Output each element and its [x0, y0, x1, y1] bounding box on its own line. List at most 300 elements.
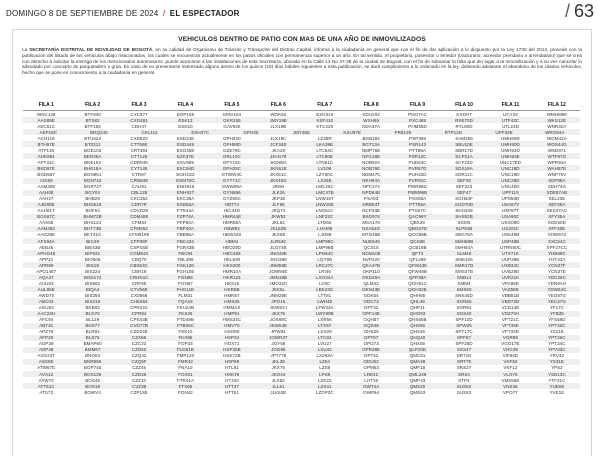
plate-cell: ODK54 [363, 292, 379, 298]
plate-cell: EXC94D [176, 165, 195, 171]
plate-cell: ENH919 [176, 184, 195, 190]
plate-cell: BTU522 [84, 135, 102, 141]
plate-cell: CTV56E [130, 286, 148, 292]
plate-cell: GYZ90C [222, 196, 241, 202]
plate-cell: KSF410 [316, 117, 334, 123]
plate-cell: FLM31 [178, 292, 193, 298]
plate-cell: ESV989 [177, 159, 194, 165]
plate-cell: LZOP3C [315, 389, 334, 395]
plate-cell: HTJ33 [225, 377, 239, 383]
plate-cell: BGB284 [362, 135, 380, 141]
plate-cell: LRI46 [318, 268, 331, 274]
plate-cell: QBG57D [408, 226, 427, 232]
plate-cell: YRV42 [549, 353, 565, 359]
plate-cell: SIO05 [457, 220, 471, 226]
plate-cell: JPT778 [270, 353, 287, 359]
plate-cell: GWW09A [221, 184, 243, 190]
plate-cell: USA90C [501, 214, 520, 220]
table-row [23, 377, 580, 383]
plate-cell: HKL930 [223, 256, 241, 262]
plate-cell: ATW87E [37, 365, 56, 371]
plate-cell: CZQ5F [131, 359, 147, 365]
plate-cell: SNB14 [456, 274, 472, 280]
page-number-value: 63 [573, 1, 594, 21]
table-row [23, 123, 580, 129]
plate-cell: QFW438 [408, 262, 427, 268]
plate-cell: AEC51C [37, 123, 56, 129]
plate-cell: JKK5L [271, 286, 286, 292]
notice-intro: La [22, 47, 28, 52]
notice-body: , en su calidad de Organismo de Tránsito y Transporte del Distrito Capital, informa a la ciudadanía en general que con el fin de dar aplicación a lo dispuesto por la Ley 1730 del 2014, procede con la publicación del listado de los vehículos abajo relacionados, los cuales se encuentran actualmente en los patios oficiales con permanencia superior a un año. En tal sentido, el propietario, poseedor o tenedor (tracturario, acreedor prendario o arrendatario) que se crea con derecho a solicitar la entrega de los mencionados automotores, puede acercarse a las instalaciones de esta Secretaría, ubicada en la Calle 13 No 37-35 de la ciudad de Bogotá, con el fin de subsanar la falta que dio lugar a la inmovilización y a su vez cancelar lo adeudado por concepto de parqueadero y grúa. En caso de no presentarse interesado alguno dentro de los quince (15) días hábiles siguientes a esta publicación, se dará cumplimiento a lo ordenado en la ley, debiendo adelantar el abandono de los citados vehículos, hecho que se pone en conocimiento a la ciudadanía en general. [22, 47, 582, 76]
plate-cell: LMP99C [315, 238, 334, 244]
plate-cell: XFF40E [548, 226, 566, 232]
plate-cell: VNS46 [503, 383, 518, 389]
table-row [23, 220, 580, 226]
plate-cell: JOY58 [271, 341, 286, 347]
plate-cell: LNF22C [316, 214, 334, 220]
plate-cell: SME426 [455, 256, 473, 262]
plate-cell: JOO96 [271, 347, 286, 353]
table-row [23, 111, 580, 117]
plate-cell: SEF30 [457, 178, 472, 184]
plate-cell: AAS88E [37, 117, 55, 123]
plate-cell: YDC26C [547, 274, 566, 280]
plate-cell: YFS58D [548, 317, 566, 323]
plate-cell: AQA37 [38, 274, 54, 280]
plate-cell: ESM70G [176, 178, 195, 184]
plate-cell: HMP91 [224, 311, 240, 317]
plate-cell: QHP11 [410, 305, 425, 311]
plate-cell: OQH57 [363, 317, 379, 323]
plate-cell: CHK654 [130, 298, 148, 304]
plate-cell: BHM72B [83, 214, 102, 220]
plate-cell: QMA48 [409, 359, 426, 365]
plate-cell: UNC19D [501, 171, 520, 177]
plate-cell: USA67V [501, 202, 520, 208]
plate-cell: HSP34 [224, 335, 240, 341]
plate-cell: VIF80D [502, 353, 519, 359]
plate-cell: YEC47G [547, 298, 566, 304]
plate-cell: WAH87E [547, 165, 567, 171]
plate-cell: OPT32 [363, 305, 379, 311]
plate-cell: SRT79 [456, 359, 472, 365]
plate-cell: BSG974 [362, 214, 380, 220]
plate-cell: BMAP60 [83, 341, 102, 347]
plate-cell: HSO80 [224, 329, 240, 335]
plate-cell: PWR88G [407, 184, 428, 190]
plate-cell: HBM4 [225, 238, 239, 244]
plate-cell: JLK53E [270, 389, 287, 395]
plate-cell: BHX77 [85, 323, 100, 329]
plate-cell: CZD62 [131, 347, 147, 353]
table-row [23, 268, 580, 274]
plate-cell: YSD13C [547, 371, 566, 377]
plate-cell: QHS66B [408, 317, 427, 323]
plate-cell: NFG18E [362, 153, 381, 159]
plate-cell: LPN94C [316, 250, 334, 256]
plate-cell: AFX94A [37, 238, 55, 244]
plate-cell: EZK37E [176, 153, 194, 159]
plate-cell: BGT13A [362, 141, 380, 147]
plate-cell: NRB64T [362, 202, 380, 208]
plate-cell: AUL95E [37, 286, 55, 292]
plate-cell: CVD77B [130, 323, 148, 329]
plate-cell: FGH10E [176, 268, 195, 274]
table-row [23, 262, 580, 268]
plate-cell: YPT34C [548, 341, 566, 347]
plate-cell: WOM42A [546, 135, 567, 141]
plate-cell: OPO73 [363, 341, 379, 347]
plate-cell: LZY50C [316, 171, 334, 177]
plate-cell: OPM53 [363, 365, 379, 371]
plate-cell: JKN51E [269, 165, 287, 171]
plate-cell: FBC94 [178, 250, 193, 256]
plate-cell: AFT31C [37, 159, 55, 165]
table-row [23, 171, 580, 177]
column-header: FILA 6 [270, 101, 286, 108]
plate-cell: BOS18 [85, 383, 101, 389]
plate-cell: SLP94B [455, 226, 473, 232]
plate-cell: SHS52B [455, 214, 473, 220]
plate-cell: SEF47 [457, 190, 472, 196]
table-row [23, 329, 580, 335]
plate-cell: SMR17D [454, 262, 474, 268]
plate-cell: HSK72B [223, 353, 241, 359]
plate-cell: JKL62 [271, 220, 285, 226]
plate-cell: BHD619 [83, 202, 102, 208]
plate-cell: CRN848 [130, 178, 148, 184]
plate-cell: QFP38A [408, 274, 427, 280]
plate-cell: PXC465 [409, 117, 427, 123]
plate-cell: USP48B [501, 238, 520, 244]
plate-cell: SBU10E [455, 141, 473, 147]
plate-cell: FKS26 [178, 311, 193, 317]
plate-cell: LWH45 [317, 298, 333, 304]
plate-cell: LNG51C [315, 208, 334, 214]
plate-cell: LXU42 [317, 347, 332, 353]
plate-cell: FNA10 [178, 365, 193, 371]
plate-cell: UTRN60C [499, 244, 521, 250]
plate-cell: GKR155 [223, 117, 241, 123]
plate-cell: CTT128 [130, 153, 148, 159]
table-row [23, 335, 580, 341]
plate-cell: YPS2 [550, 365, 563, 371]
plate-cell: NOM108 [362, 250, 381, 256]
plate-cell: HBO29D [222, 244, 242, 250]
notice-paragraph [22, 47, 582, 76]
plate-cell: SOS40 [456, 311, 472, 317]
plate-cell: UFP32E [495, 129, 513, 135]
plate-cell: HBW448 [222, 232, 242, 238]
plate-cell: BKT31C [83, 232, 102, 238]
plate-cell: AUU03 [38, 280, 54, 286]
table-header-row [23, 99, 580, 111]
plate-cell: FTB06C [176, 323, 194, 329]
plate-cell: OPT57 [363, 335, 379, 341]
plate-cell: FGN87 [178, 280, 193, 286]
plate-cell: NDM47C [361, 171, 381, 177]
plate-cell: CX0668 [130, 292, 148, 298]
plate-cell: JLO74B [270, 244, 287, 250]
plate-cell: CSP4SB [130, 244, 149, 250]
plate-cell: BGY04 [85, 190, 101, 196]
plate-cell: HMR10A [222, 268, 242, 274]
plate-cell: LMP98B [315, 244, 334, 250]
plate-cell: FQA18 [178, 298, 193, 304]
plate-cell: GMO194 [222, 111, 242, 117]
plate-cell: QCB18B [408, 244, 427, 250]
plate-cell: BHF54 [85, 208, 100, 214]
plate-cell: EXH310 [316, 111, 334, 117]
plate-cell: WSD871 [547, 147, 566, 153]
plate-cell: KSU97E [343, 129, 361, 135]
plate-cell: XGE50D [547, 220, 566, 226]
table-row [23, 153, 580, 159]
plate-cell: PSS66A [408, 196, 427, 202]
plate-cell: JKQ74 [271, 208, 286, 214]
page-number-slash: / [564, 1, 570, 21]
plate-cell: YUE65 [549, 383, 565, 389]
plate-cell: HTT47 [224, 383, 239, 389]
plate-cell: BNO63 [85, 353, 101, 359]
plate-cell: LV109 [318, 165, 332, 171]
notice-sheet [12, 29, 592, 456]
plate-cell: WNR32A [547, 123, 567, 129]
plate-cell: SGH54F [455, 196, 473, 202]
plate-cell: NSA54G [362, 226, 381, 232]
plate-cell: FMR42 [177, 359, 193, 365]
plate-cell: QHQ40 [409, 335, 426, 341]
plate-cell: BGS67C [37, 214, 56, 220]
plate-cell: NOB92A [362, 159, 381, 165]
plate-cell: FBB96A [176, 232, 194, 238]
plate-cell: SHH108 [455, 208, 473, 214]
plate-cell: FTD48B [176, 317, 194, 323]
plate-cell: OHS39 [363, 329, 379, 335]
plate-cell: BGN742 [83, 178, 102, 184]
table-row [23, 238, 580, 244]
column-header: FILA 12 [547, 101, 566, 108]
plate-cell: BOS139 [83, 371, 102, 377]
plate-cell: CDVD28 [130, 208, 149, 214]
plate-cell: XFY35A [548, 214, 566, 220]
plate-cell: BNR996 [83, 359, 102, 365]
plate-cell: LHAM6 [317, 226, 333, 232]
plate-cell: UKG09D [501, 220, 520, 226]
plate-cell: PVR91C [408, 178, 427, 184]
plate-cell: UMH90D [501, 141, 520, 147]
plate-cell: AGS23T [37, 353, 55, 359]
plate-cell: SPT17C [455, 329, 473, 335]
plate-cell: LNW16T [315, 196, 334, 202]
plate-cell: BIC49 [86, 238, 100, 244]
plate-cell: UCY22 [503, 111, 518, 117]
plate-cell: USJ03C [501, 226, 519, 232]
plate-cell: BIS19 [86, 262, 99, 268]
plate-cell: AAM483 [37, 226, 55, 232]
plate-cell: JKWSCI [269, 305, 287, 311]
plates-table [23, 99, 580, 395]
plate-cell: JMY19E [269, 117, 287, 123]
plate-cell: SMS50 [456, 286, 472, 292]
table-row [23, 208, 580, 214]
plate-cell: HBW84 [224, 226, 240, 232]
plate-cell: JMO32C [269, 280, 288, 286]
plate-cell: AAS55 [39, 220, 54, 226]
plate-cell: CRHN1C [129, 274, 149, 280]
plate-cell: VKF12 [503, 365, 518, 371]
plate-cell: XPF27CC [546, 244, 568, 250]
plate-cell: CVZ38 [131, 383, 147, 389]
plate-cell: VAZ56E [502, 286, 519, 292]
plate-cell: HSP35B [223, 347, 241, 353]
plate-cell: LX25E [317, 178, 332, 184]
plate-cell: OWT4A [363, 383, 380, 389]
plate-cell: CFM652 [130, 226, 148, 232]
plate-cell: CPR24C [130, 305, 149, 311]
plate-cell: RTL80D [455, 123, 473, 129]
plate-cell: UNC17ED [499, 159, 522, 165]
plate-cell: JKH178 [270, 153, 287, 159]
plate-cell: JKX51C [269, 171, 287, 177]
plate-cell: BIS218 [85, 298, 101, 304]
plate-cell: JKA28 [271, 147, 286, 153]
plate-cell: AAH08 [38, 190, 54, 196]
plate-cell: HXK79 [224, 371, 240, 377]
plate-cell: WTF87G [547, 153, 567, 159]
plate-cell: EOH41D [176, 171, 195, 177]
column-header: FILA 3 [131, 101, 147, 108]
plate-cell: LNW16E [315, 202, 334, 208]
plate-cell: BGN651 [83, 171, 102, 177]
plate-cell: KDU204 [362, 111, 380, 117]
plate-cell: LWY90B [315, 311, 334, 317]
plate-cell: JNO398 [269, 256, 287, 262]
plate-cell: WRO94A [545, 129, 565, 135]
plate-cell: LZK22 [317, 377, 332, 383]
plate-cell: BLS75 [85, 335, 100, 341]
masthead-separator: / [162, 9, 166, 18]
plate-cell: UNC40D [501, 184, 520, 190]
plate-cell: LZS8 [319, 365, 331, 371]
plate-cell: NOB76E [362, 165, 381, 171]
plate-cell: CZZ10 [132, 377, 147, 383]
plate-cell: AFP28 [39, 335, 54, 341]
plate-cell: OKD29A [362, 274, 381, 280]
plate-cell: YVE1E [549, 389, 565, 395]
plate-cell: ODU52 [363, 359, 379, 365]
plate-cell: CPS43B [130, 317, 148, 323]
plate-cell: LMC47B [315, 190, 334, 196]
plate-cell: PWM96B [407, 190, 428, 196]
plate-cell: JOX89C [269, 317, 287, 323]
plate-cell: CPR94 [131, 311, 147, 317]
plate-cell: AAC23H [37, 311, 56, 317]
plate-cell: WXH65 [363, 117, 380, 123]
plate-cell: SNK45D [455, 292, 473, 298]
plate-cell: GAV930 [223, 123, 241, 129]
plate-cell: FMP120 [176, 353, 195, 359]
plate-cell: SBR17D [455, 147, 473, 153]
plate-cell: FLD51B [177, 347, 194, 353]
plate-cell: JLX19B [270, 123, 287, 129]
plate-cell: CYT145 [130, 165, 148, 171]
plate-cell: YCN37E [547, 268, 566, 274]
plate-cell: QHX55 [410, 341, 426, 347]
plate-cell: VGR89 [502, 335, 518, 341]
plate-cell: SPF67 [457, 335, 472, 341]
plate-cell: VBB51B [501, 292, 520, 298]
plate-cell: ESO46E [176, 147, 195, 153]
plate-cell: CZC22 [131, 341, 147, 347]
plate-cell: BOWV4 [84, 389, 101, 395]
table-row [23, 347, 580, 353]
plate-cell: SSS47 [456, 347, 472, 353]
plate-cell: BRQ240 [90, 129, 108, 135]
plate-cell: SPF12D [455, 317, 473, 323]
plate-cell: YPV33C [548, 347, 566, 353]
plate-cell: BLL29 [86, 317, 100, 323]
column-header: FILA 8 [363, 101, 379, 108]
plate-cell: VPA86E [501, 280, 519, 286]
plate-cell: LRE42 [364, 371, 379, 377]
plate-cell: YS21E [549, 329, 564, 335]
plate-cell: FBL398 [177, 256, 194, 262]
plate-cell: SPW35 [456, 323, 472, 329]
column-header: FILA 10 [455, 101, 473, 108]
plate-cell: GZE79C [222, 147, 241, 153]
plate-cell: PSR143 [409, 141, 427, 147]
plate-cell: JPW84 [270, 329, 286, 335]
plate-cell: PVR87G [408, 165, 427, 171]
plate-cell: BIE43B [84, 244, 101, 250]
plate-cell: UTX71K [501, 250, 520, 256]
plate-cell: UNC18D [501, 165, 520, 171]
plate-cell: VFT46E [502, 323, 519, 329]
plate-cell: JNM29E [269, 292, 288, 298]
plate-cell: PTT86A [409, 147, 426, 153]
plate-cell: LQY8B [317, 256, 333, 262]
plate-cell: BER35A [83, 153, 102, 159]
plate-cell: LZ35R [317, 135, 332, 141]
plate-cell: PHM65D [408, 123, 427, 129]
plate-cell: FBC432 [177, 238, 194, 244]
plate-cell: XEF35A [548, 202, 566, 208]
page-number [565, 1, 594, 22]
plate-cell: LTN51C [316, 159, 334, 165]
plate-cell: GPH25C [222, 165, 242, 171]
plate-cell: SRS27 [456, 365, 472, 371]
plate-cell: BOP745 [83, 365, 102, 371]
plate-cell: FTX65 [178, 383, 193, 389]
plate-cell: JOW94E [269, 268, 288, 274]
plate-cell: VGO17E [501, 341, 520, 347]
plate-cell: NKH94A [362, 178, 381, 184]
plate-cell: CDR946 [130, 159, 148, 165]
plate-cell: QHL48 [410, 298, 425, 304]
table-row [23, 286, 580, 292]
plate-cell: HTT51 [224, 389, 239, 395]
plate-cell: HMR44E [222, 214, 242, 220]
plate-cell: JRI94 [272, 184, 285, 190]
plate-cell: GTWW4C [221, 171, 243, 177]
plate-cell: BIS5174 [83, 274, 102, 280]
plate-cell: AFC94 [39, 317, 54, 323]
plate-cell: CKC362 [130, 196, 148, 202]
plate-cell: FON42 [178, 389, 193, 395]
plate-cell: CAU91 [131, 184, 147, 190]
plate-cell: APR99 [38, 262, 54, 268]
